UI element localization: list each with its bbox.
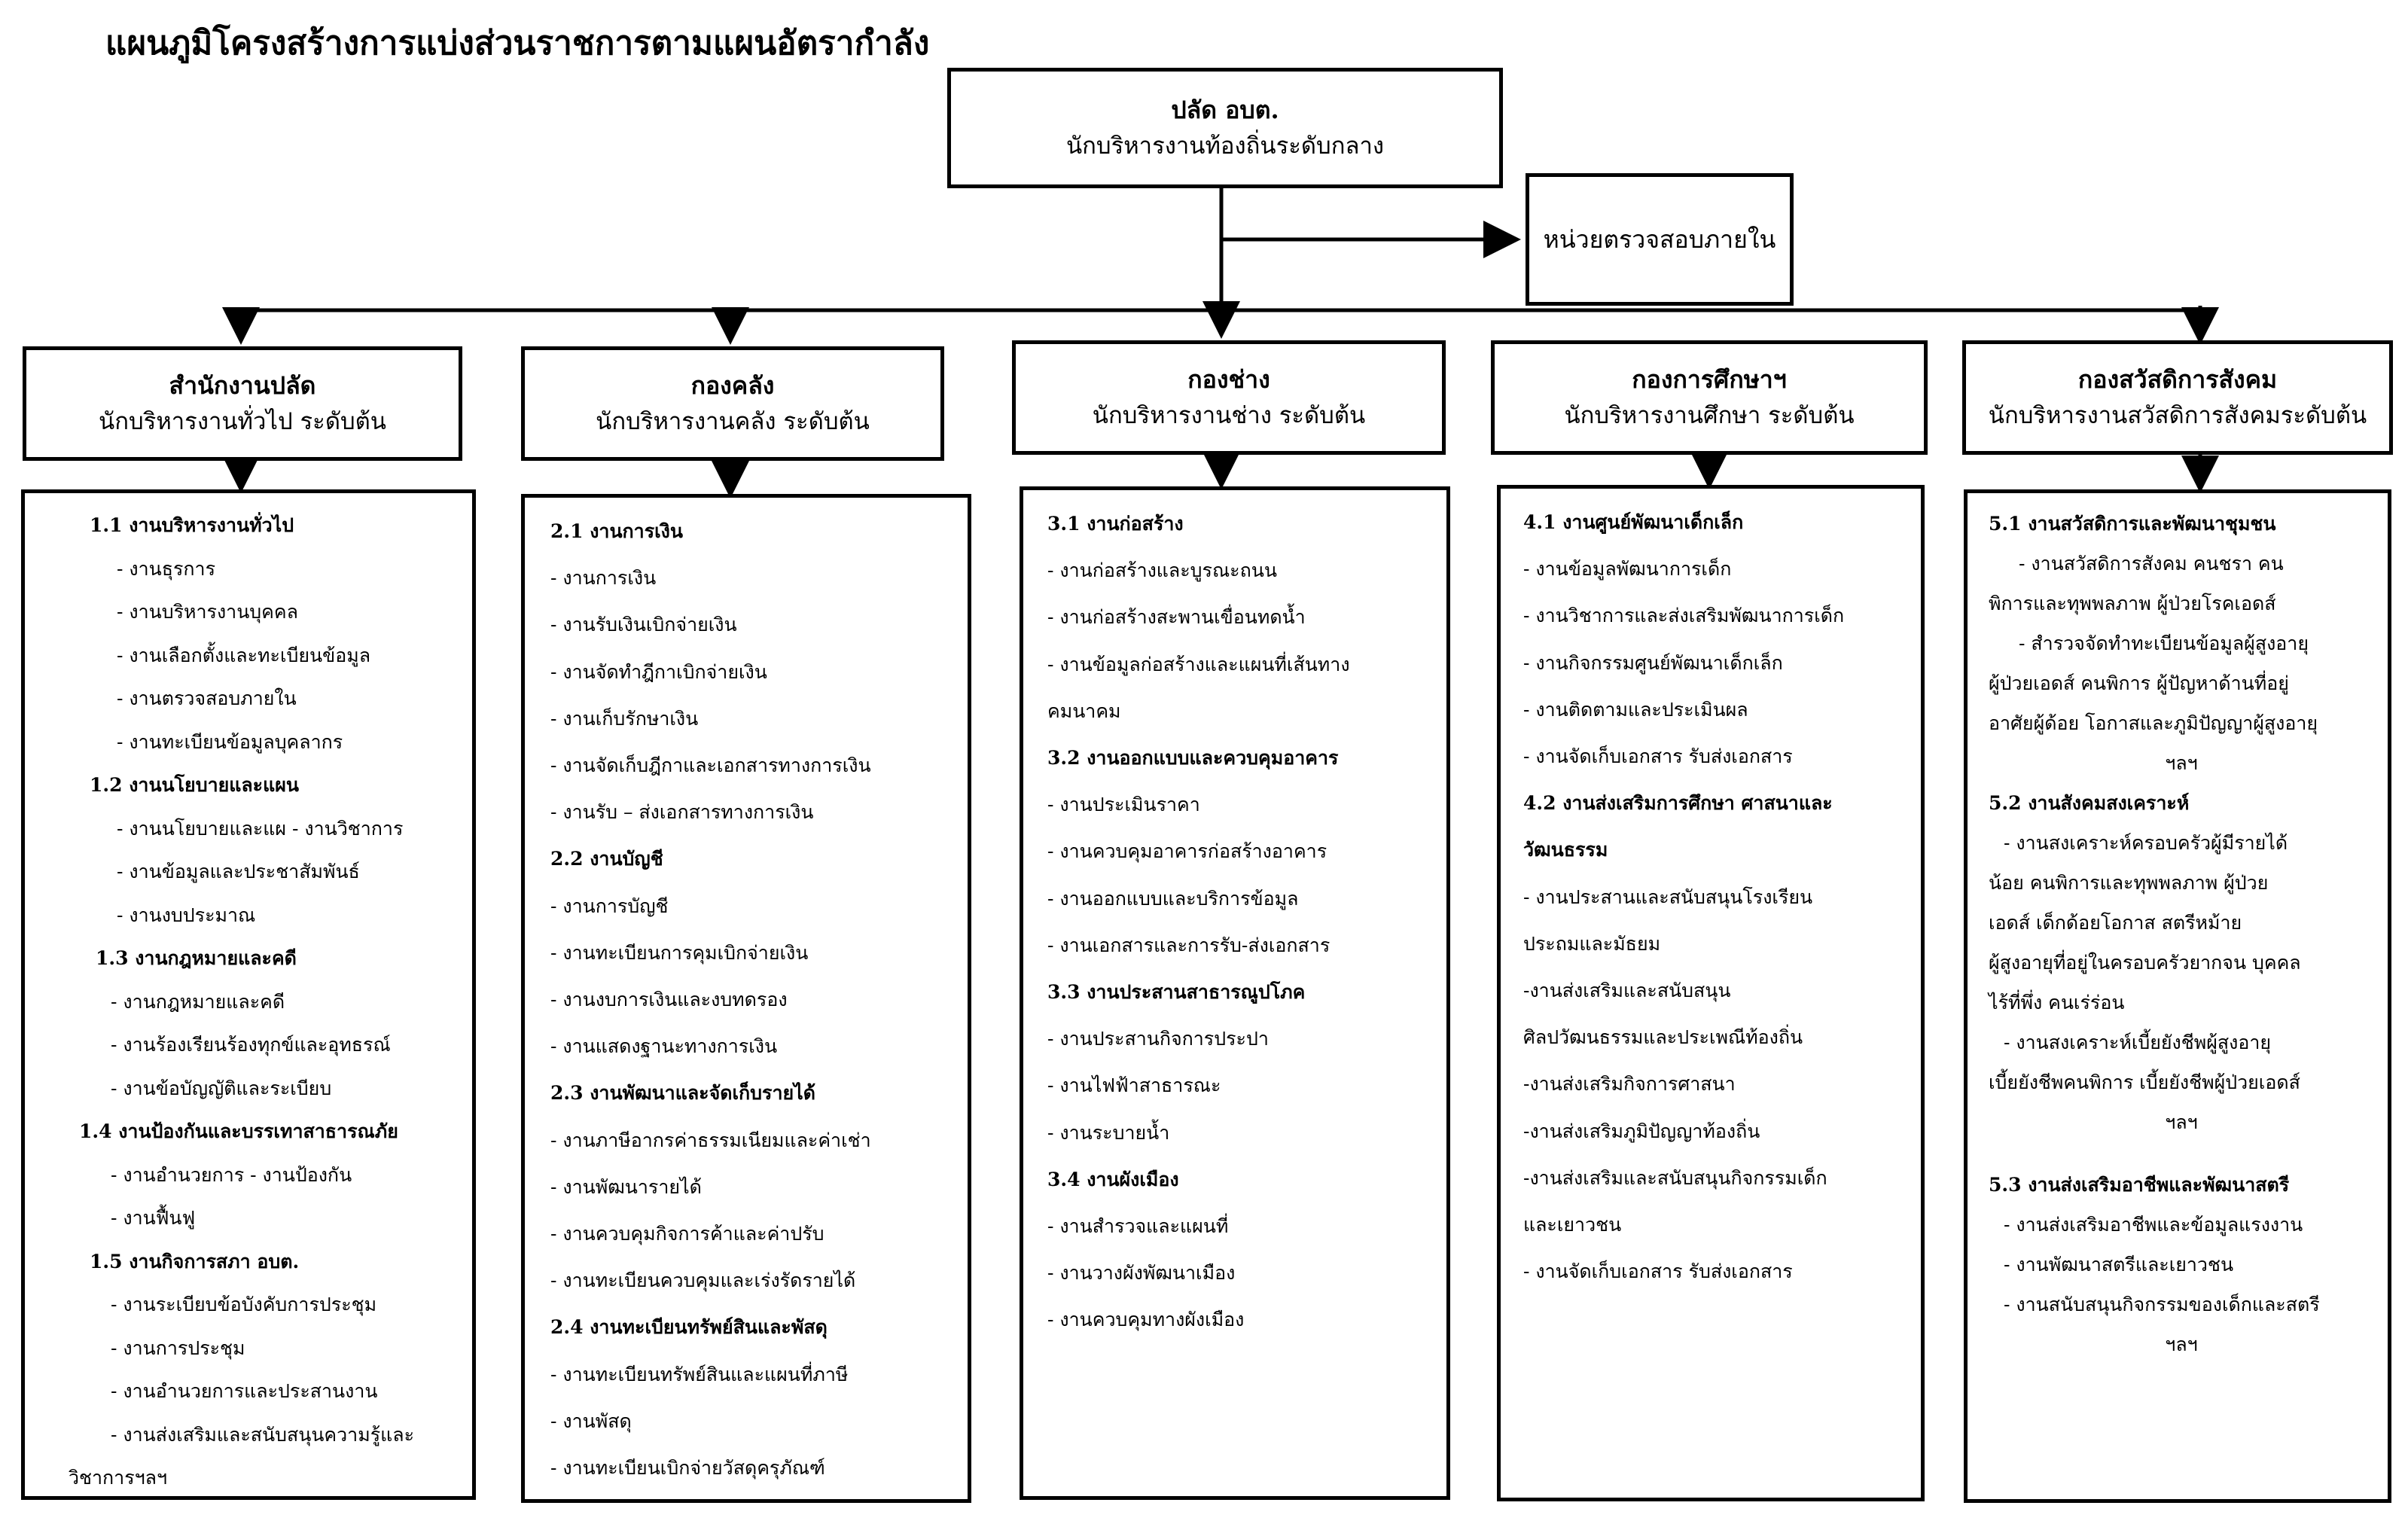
- task-item: - งานพัฒนาสตรีและเยาวชน: [2004, 1254, 2234, 1275]
- task-item: - งานแสดงฐานะทางการเงิน: [550, 1035, 778, 1058]
- division-name: กองสวัสดิการสังคม: [2077, 365, 2278, 394]
- division-position: นักบริหารงานช่าง ระดับต้น: [1092, 402, 1366, 429]
- task-item: - งานสำรวจและแผนที่: [1047, 1215, 1229, 1238]
- task-item: - งานควบคุมกิจการค้าและค่าปรับ: [550, 1223, 825, 1245]
- task-item: - งานงบประมาณ: [117, 904, 256, 926]
- task-item: - งานทะเบียนเบิกจ่ายวัสดุครุภัณฑ์: [550, 1457, 825, 1480]
- task-item: คมนาคม: [1047, 699, 1121, 722]
- task-item: ฯลฯ: [2165, 1333, 2198, 1355]
- task-item: - งานจัดเก็บฎีกาและเอกสารทางการเงิน: [550, 754, 871, 777]
- task-item: - งานพัฒนารายได้: [550, 1175, 702, 1198]
- task-item: - งานวางผังพัฒนาเมือง: [1047, 1262, 1236, 1285]
- division-tasks-5: [1964, 489, 2391, 1503]
- task-item: - งานอำนวยการและประสานงาน: [111, 1380, 378, 1402]
- task-item: 1.1 งานบริหารงานทั่วไป: [90, 514, 294, 536]
- task-item: - งานวิชาการและส่งเสริมพัฒนาการเด็ก: [1523, 605, 1845, 627]
- task-item: - งานติดตามและประเมินผล: [1523, 698, 1748, 721]
- task-item: -งานส่งเสริมภูมิปัญญาท้องถิ่น: [1523, 1120, 1760, 1142]
- task-item: - งานทะเบียนการคุมเบิกจ่ายเงิน: [550, 941, 809, 964]
- task-item: -งานส่งเสริมและสนับสนุนกิจกรรมเด็ก: [1523, 1166, 1827, 1189]
- task-item: 2.3 งานพัฒนาและจัดเก็บรายได้: [550, 1082, 815, 1105]
- task-item: 1.3 งานกฎหมายและคดี: [96, 947, 297, 969]
- division-position: นักบริหารงานคลัง ระดับต้น: [596, 408, 870, 435]
- task-item: - งานประสานและสนับสนุนโรงเรียน: [1523, 885, 1813, 908]
- task-item: - งานก่อสร้างสะพานเขื่อนทดน้ำ: [1047, 606, 1306, 629]
- division-header-3: [1012, 340, 1446, 455]
- task-item: - งานพัสดุ: [550, 1410, 632, 1432]
- task-item: - งานการบัญชี: [550, 895, 669, 917]
- division-tasks-3: [1020, 486, 1450, 1500]
- task-item: 4.1 งานศูนย์พัฒนาเด็กเล็ก: [1523, 511, 1744, 533]
- task-item: - งานทะเบียนทรัพย์สินและแผนที่ภาษี: [550, 1363, 849, 1385]
- task-item: - งานเอกสารและการรับ-ส่งเอกสาร: [1047, 934, 1330, 956]
- task-item: - งานสนับสนุนกิจกรรมของเด็กและสตรี: [2004, 1294, 2320, 1315]
- task-item: - งานไฟฟ้าสาธารณะ: [1047, 1074, 1221, 1097]
- task-item: วัฒนธรรม: [1523, 839, 1608, 861]
- division-name: สำนักงานปลัด: [169, 371, 316, 400]
- division-header-1: [23, 346, 462, 461]
- task-item: - งานกิจกรรมศูนย์พัฒนาเด็กเล็ก: [1523, 651, 1783, 674]
- task-item: และเยาวชน: [1523, 1214, 1622, 1236]
- task-item: - งานข้อมูลก่อสร้างและแผนที่เส้นทาง: [1047, 653, 1350, 675]
- task-item: - งานเก็บรักษาเงิน: [550, 707, 699, 730]
- task-item: 2.2 งานบัญชี: [550, 848, 663, 870]
- task-item: - งานงบการเงินและงบทดรอง: [550, 989, 788, 1011]
- task-item: - งานก่อสร้างและบูรณะถนน: [1047, 559, 1277, 582]
- division-position: นักบริหารงานศึกษา ระดับต้น: [1564, 402, 1855, 429]
- task-item: - งานอำนวยการ - งานป้องกัน: [111, 1163, 352, 1186]
- task-item: 5.3 งานส่งเสริมอาชีพและพัฒนาสตรี: [1989, 1174, 2290, 1196]
- task-item: 5.1 งานสวัสดิการและพัฒนาชุมชน: [1989, 513, 2276, 535]
- task-item: 2.4 งานทะเบียนทรัพย์สินและพัสดุ: [550, 1316, 828, 1339]
- division-tasks-1: [21, 489, 476, 1500]
- task-item: ฯลฯ: [2165, 1111, 2198, 1133]
- internal-audit-box: [1526, 173, 1794, 306]
- task-item: - งานทะเบียนข้อมูลบุคลากร: [117, 730, 343, 753]
- task-item: - งานสงเคราะห์เบี้ยยังชีพผู้สูงอายุ: [2004, 1032, 2272, 1053]
- task-item: 5.2 งานสังคมสงเคราะห์: [1989, 792, 2190, 814]
- task-item: - งานนโยบายและแผ - งานวิชาการ: [117, 817, 404, 840]
- division-position: นักบริหารงานสวัสดิการสังคมระดับต้น: [1988, 402, 2367, 429]
- task-item: 1.5 งานกิจการสภา อบต.: [90, 1250, 300, 1272]
- task-item: - งานตรวจสอบภายใน: [117, 687, 297, 709]
- task-item: - งานออกแบบและบริการข้อมูล: [1047, 887, 1299, 910]
- task-item: เอดส์ เด็กด้อยโอกาส สตรีหม้าย: [1989, 912, 2242, 934]
- task-item: - งานระบายน้ำ: [1047, 1121, 1170, 1144]
- task-item: 3.3 งานประสานสาธารณูปโภค: [1047, 981, 1306, 1004]
- task-item: -งานส่งเสริมและสนับสนุน: [1523, 980, 1731, 1002]
- task-item: 1.2 งานนโยบายและแผน: [90, 774, 299, 796]
- task-item: - สำรวจจัดทำทะเบียนข้อมูลผู้สูงอายุ: [2019, 632, 2309, 654]
- task-item: 2.1 งานการเงิน: [550, 520, 683, 542]
- task-item: - งานข้อบัญญัติและระเบียบ: [111, 1077, 332, 1099]
- task-item: - งานประเมินราคา: [1047, 794, 1200, 816]
- task-item: ผู้ป่วยเอดส์ คนพิการ ผู้ปัญหาด้านที่อยู่: [1989, 672, 2289, 694]
- task-item: - งานภาษีอากรค่าธรรมเนียมและค่าเช่า: [550, 1129, 871, 1151]
- division-tasks-4: [1497, 485, 1925, 1501]
- task-item: - งานสงเคราะห์ครอบครัวผู้มีรายได้: [2004, 832, 2288, 854]
- chart-title: แผนภูมิโครงสร้างการแบ่งส่วนราชการตามแผนอัตรากำลัง: [105, 24, 930, 62]
- task-item-spacer: [1989, 1142, 2374, 1165]
- task-item: ผู้สูงอายุที่อยู่ในครอบครัวยากจน บุคคล: [1989, 952, 2301, 974]
- task-item: 4.2 งานส่งเสริมการศึกษา ศาสนาและ: [1523, 792, 1833, 815]
- task-item: - งานจัดเก็บเอกสาร รับส่งเอกสาร: [1523, 745, 1793, 768]
- task-item: - งานการเงิน: [550, 567, 657, 590]
- task-item: - งานควบคุมทางผังเมือง: [1047, 1309, 1245, 1331]
- task-item: - งานเลือกตั้งและทะเบียนข้อมูล: [117, 644, 371, 666]
- task-item: - งานระเบียบข้อบังคับการประชุม: [111, 1294, 377, 1315]
- task-item: - งานรับเงินเบิกจ่ายเงิน: [550, 614, 737, 636]
- task-item: ไร้ที่พึ่ง คนเร่ร่อน: [1989, 992, 2125, 1013]
- task-item: เบี้ยยังชีพคนพิการ เบี้ยยังชีพผู้ป่วยเอดส์: [1989, 1071, 2300, 1093]
- division-header-2: [521, 346, 944, 461]
- task-item: - งานร้องเรียนร้องทุกข์และอุทธรณ์: [111, 1034, 391, 1056]
- task-item: ศิลปวัฒนธรรมและประเพณีท้องถิ่น: [1523, 1026, 1803, 1049]
- division-position: นักบริหารงานทั่วไป ระดับต้น: [99, 408, 386, 435]
- division-name: กองคลัง: [690, 371, 775, 400]
- task-item: - งานข้อมูลพัฒนาการเด็ก: [1523, 558, 1732, 581]
- task-item: น้อย คนพิการและทุพพลภาพ ผู้ป่วย: [1989, 872, 2269, 894]
- top-executive-box: [947, 68, 1503, 188]
- task-item: - งานบริหารงานบุคคล: [117, 601, 298, 623]
- internal-audit-label: หน่วยตรวจสอบภายใน: [1543, 224, 1776, 254]
- task-item: - งานข้อมูลและประชาสัมพันธ์: [117, 861, 360, 882]
- task-item: ฯลฯ: [2165, 752, 2198, 774]
- task-item: อาศัยผู้ด้อย โอกาสและภูมิปัญญาผู้สูงอายุ: [1989, 712, 2318, 734]
- task-item: ประถมและมัธยม: [1523, 932, 1661, 955]
- task-item: 3.1 งานก่อสร้าง: [1047, 513, 1184, 535]
- division-header-5: [1962, 340, 2393, 455]
- task-item: พิการและทุพพลภาพ ผู้ป่วยโรคเอดส์: [1989, 593, 2276, 614]
- top-executive-name: ปลัด อบต.: [1171, 96, 1279, 124]
- task-item: - งานรับ – ส่งเอกสารทางการเงิน: [550, 801, 814, 824]
- task-item: - งานทะเบียนควบคุมและเร่งรัดรายได้: [550, 1269, 856, 1292]
- task-item: - งานการประชุม: [111, 1336, 245, 1359]
- division-name: กองการศึกษาฯ: [1632, 365, 1787, 394]
- task-item: - งานส่งเสริมอาชีพและข้อมูลแรงงาน: [2004, 1214, 2303, 1236]
- task-item: - งานจัดเก็บเอกสาร รับส่งเอกสาร: [1523, 1260, 1793, 1283]
- task-item: 3.2 งานออกแบบและควบคุมอาคาร: [1047, 747, 1339, 770]
- task-item: วิชาการฯลฯ: [69, 1467, 168, 1489]
- task-item: - งานประสานกิจการประปา: [1047, 1028, 1269, 1050]
- division-header-4: [1491, 340, 1928, 455]
- task-item: - งานธุรการ: [117, 557, 216, 580]
- task-item: - งานฟื้นฟู: [111, 1207, 196, 1229]
- division-tasks-2: [521, 494, 971, 1503]
- task-item: - งานกฎหมายและคดี: [111, 990, 285, 1013]
- task-item: - งานสวัสดิการสังคม คนชรา คน: [2019, 553, 2284, 574]
- task-item: 3.4 งานผังเมือง: [1047, 1168, 1179, 1190]
- division-name: กองช่าง: [1187, 365, 1270, 394]
- top-executive-position: นักบริหารงานท้องถิ่นระดับกลาง: [1065, 133, 1385, 160]
- task-item: - งานจัดทำฎีกาเบิกจ่ายเงิน: [550, 660, 767, 683]
- task-item: -งานส่งเสริมกิจการศาสนา: [1523, 1073, 1736, 1096]
- task-item: - งานส่งเสริมและสนับสนุนความรู้และ: [111, 1423, 414, 1446]
- task-item: 1.4 งานป้องกันและบรรเทาสาธารณภัย: [79, 1120, 398, 1142]
- task-item: - งานควบคุมอาคารก่อสร้างอาคาร: [1047, 840, 1327, 863]
